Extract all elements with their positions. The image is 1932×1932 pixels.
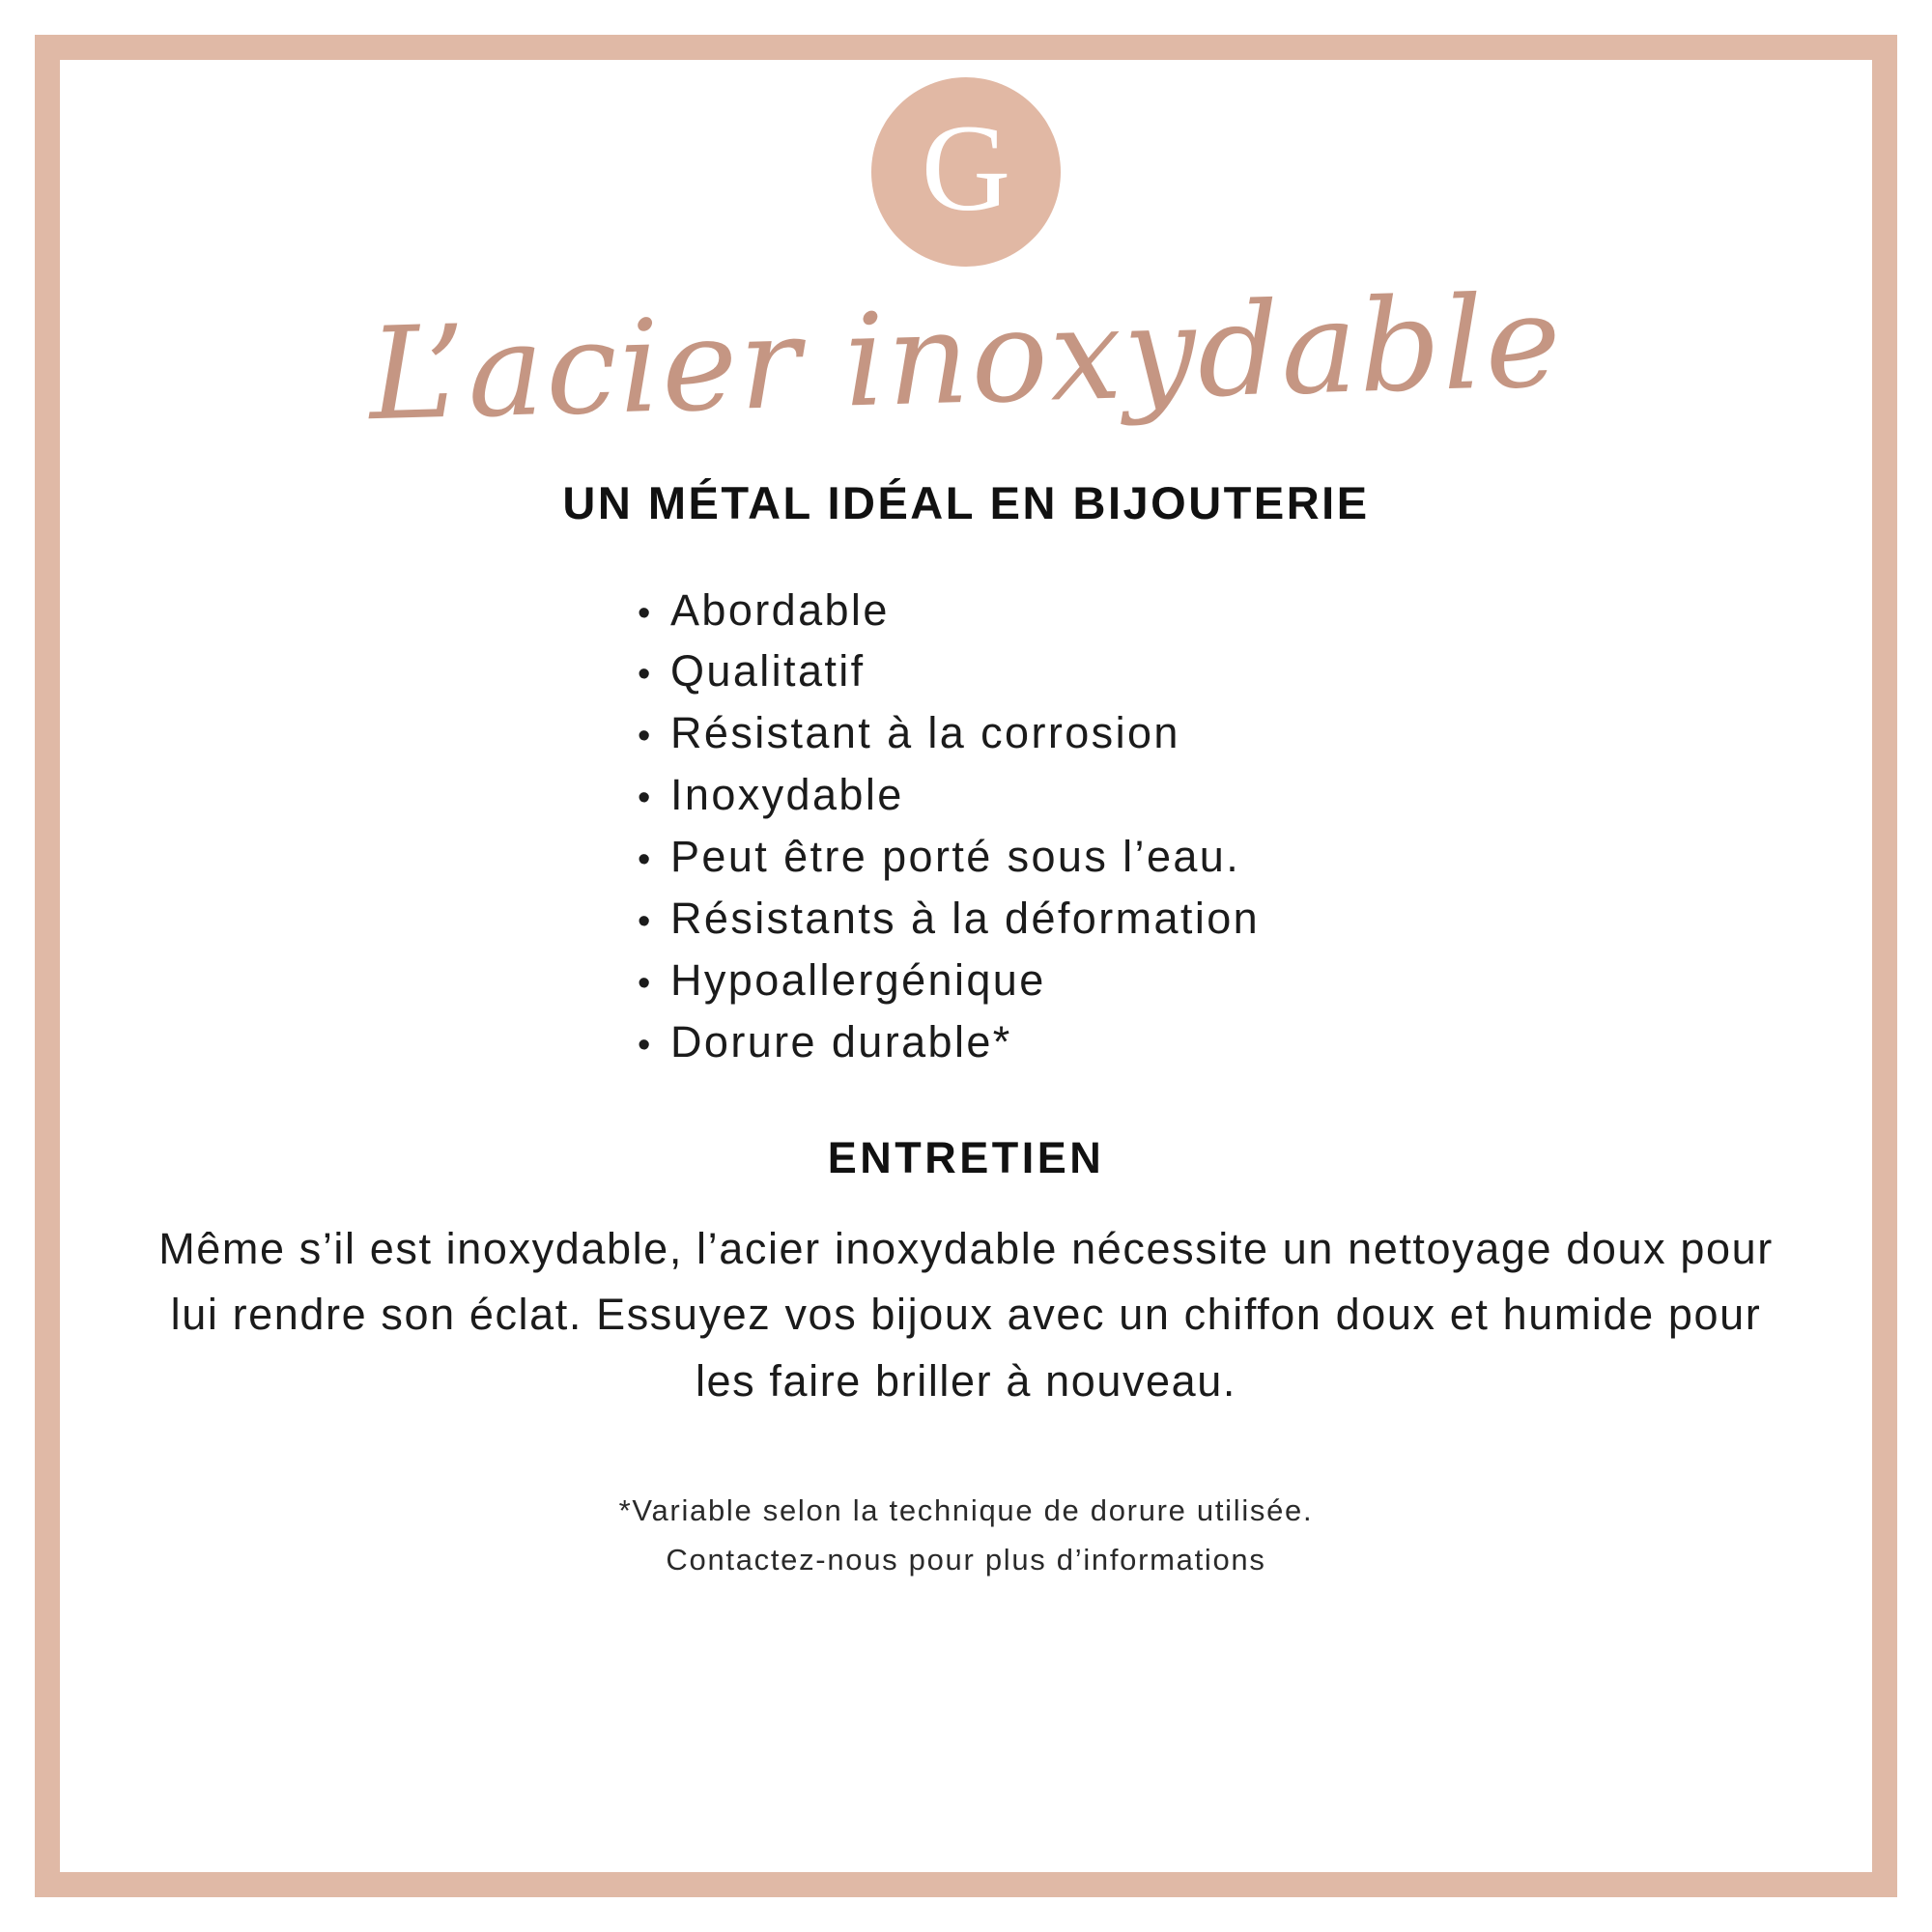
- bullet-dot-icon: •: [638, 592, 653, 634]
- list-item: [638, 950, 1046, 1011]
- list-item: [638, 640, 866, 702]
- card-content: [97, 60, 1835, 1872]
- bullet-dot-icon: •: [638, 901, 653, 943]
- page-subtitle: UN MÉTAL IDÉAL EN BIJOUTERIE: [562, 476, 1370, 528]
- list-item: [638, 1011, 1012, 1073]
- footnote-line-2: Contactez-nous pour plus d’informations: [666, 1543, 1266, 1577]
- list-item: [638, 826, 1240, 888]
- list-item-label: Hypoallergénique: [670, 954, 1046, 1005]
- benefits-list: [97, 580, 1835, 1073]
- list-item: [638, 764, 904, 826]
- list-item-label: Qualitatif: [670, 646, 866, 696]
- care-section-heading: ENTRETIEN: [827, 1132, 1105, 1182]
- list-item: [638, 702, 1180, 764]
- bullet-dot-icon: •: [638, 654, 653, 696]
- page-title: L’acier inoxydable: [367, 267, 1565, 450]
- list-item: [638, 580, 890, 641]
- list-item-label: Résistant à la corrosion: [670, 708, 1180, 758]
- list-item: [638, 888, 1260, 950]
- care-section-body: Même s’il est inoxydable, l’acier inoxydable nécessite un nettoyage doux pour lui rendre son éclat. Essuyez vos bijoux avec un chiffon doux et humide pour les faire briller à nouveau.: [158, 1223, 1774, 1406]
- bullet-dot-icon: •: [638, 716, 653, 757]
- list-item-label: Peut être porté sous l’eau.: [670, 832, 1241, 882]
- list-item-label: Inoxydable: [670, 770, 904, 820]
- brand-logo: [871, 77, 1061, 267]
- footnote: [242, 1486, 1690, 1585]
- list-item-label: Résistants à la déformation: [670, 894, 1261, 944]
- monogram-letter: G: [921, 99, 1011, 237]
- bullet-dot-icon: •: [638, 839, 653, 881]
- bullet-dot-icon: •: [638, 778, 653, 819]
- list-item-label: Dorure durable*: [670, 1016, 1012, 1066]
- bullet-dot-icon: •: [638, 1024, 653, 1065]
- footnote-line-1: *Variable selon la technique de dorure utilisée.: [618, 1492, 1314, 1527]
- bullet-dot-icon: •: [638, 962, 653, 1004]
- list-item-label: Abordable: [670, 584, 890, 635]
